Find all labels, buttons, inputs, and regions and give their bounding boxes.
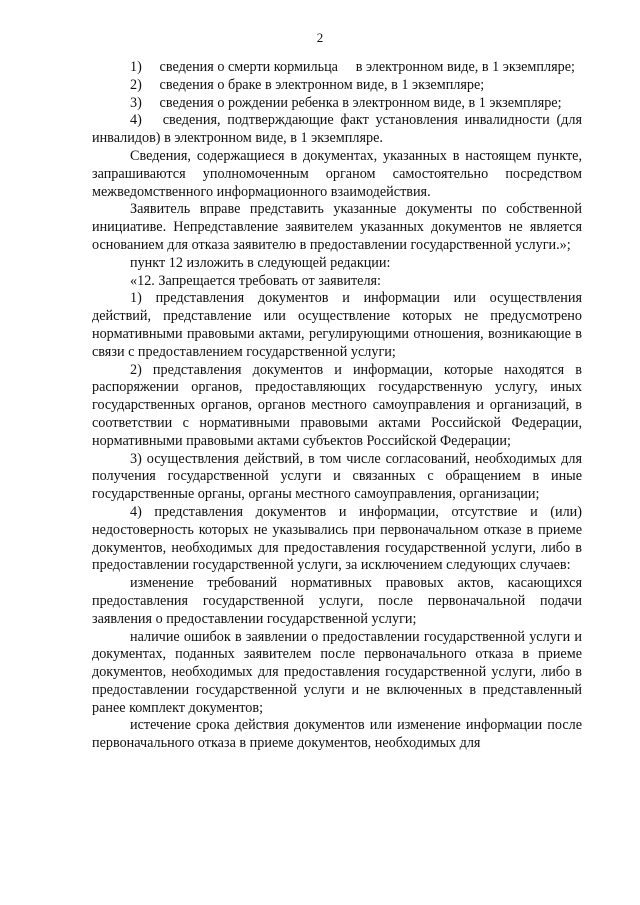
document-body: [92, 59, 582, 753]
paragraph-item-2: 2) сведения о браке в электронном виде, в 1 экземпляре;: [130, 76, 485, 93]
paragraph-clause-12-title: «12. Запрещается требовать от заявителя:: [130, 272, 381, 289]
paragraph-clause-12-item-3: 3) осуществления действий, в том числе согласований, необходимых для получения государственной услуги и связанных с обращением в иные государственные органы, органы местного самоуправления, организации;: [92, 450, 582, 503]
paragraph-interagency-request: Сведения, содержащиеся в документах, указанных в настоящем пункте, запрашиваются уполномоченным органом самостоятельно посредством межведомственного информационного взаимодействия.: [92, 147, 582, 200]
paragraph-clause-12-item-4: 4) представления документов и информации, отсутствие и (или) недостоверность которых не указывались при первоначальном отказе в приеме документов, необходимых для предоставления государственной услуги, либо в предоставлении государственной услуги, за исключением следующих случаев:: [92, 503, 582, 574]
paragraph-exception-requirements: изменение требований нормативных правовых актов, касающихся предоставления государственной услуги, после первоначальной подачи заявления о предоставлении государственной услуги;: [92, 575, 582, 627]
paragraph-item-3: 3) сведения о рождении ребенка в электронном виде, в 1 экземпляре;: [130, 94, 562, 111]
paragraph-exception-errors: наличие ошибок в заявлении о предоставлении государственной услуги и документах, поданных заявителем после первоначального отказа в приеме документов, необходимых для предоставления государственной услуги, либо в предоставлении государственной услуги и не включенных в представленный ранее комплект документов;: [92, 628, 582, 716]
paragraph-applicant-right: Заявитель вправе представить указанные документы по собственной инициативе. Непредставление заявителем указанных документов не является основанием для отказа заявителю в предоставлении государственной услуги.»;: [92, 201, 582, 253]
paragraph-item-4: 4) сведения, подтверждающие факт установления инвалидности (для инвалидов) в электронном виде, в 1 экземпляре.: [92, 112, 582, 147]
page-number: 2: [316, 30, 324, 45]
paragraph-clause-12-item-1: 1) представления документов и информации или осуществления действий, представление или осуществление которых не предусмотрено нормативными правовыми актами, регулирующими отношения, возникающие в связи с предоставлением государственной услуги;: [92, 290, 582, 360]
paragraph-clause-12-intro: пункт 12 изложить в следующей редакции:: [130, 254, 391, 271]
paragraph-exception-expiry: истечение срока действия документов или изменение информации после первоначального отказа в приеме документов, необходимых для: [92, 717, 582, 752]
paragraph-item-1: 1) сведения о смерти кормильца в электронном виде, в 1 экземпляре;: [130, 59, 575, 75]
paragraph-clause-12-item-2: 2) представления документов и информации, которые находятся в распоряжении органов, предоставляющих государственную услугу, иных государственных органов, органов местного самоуправления и организаций, в соответствии с нормативными правовыми актами Российской Федерации, нормативными правовыми актами субъектов Российской Федерации;: [92, 361, 582, 449]
